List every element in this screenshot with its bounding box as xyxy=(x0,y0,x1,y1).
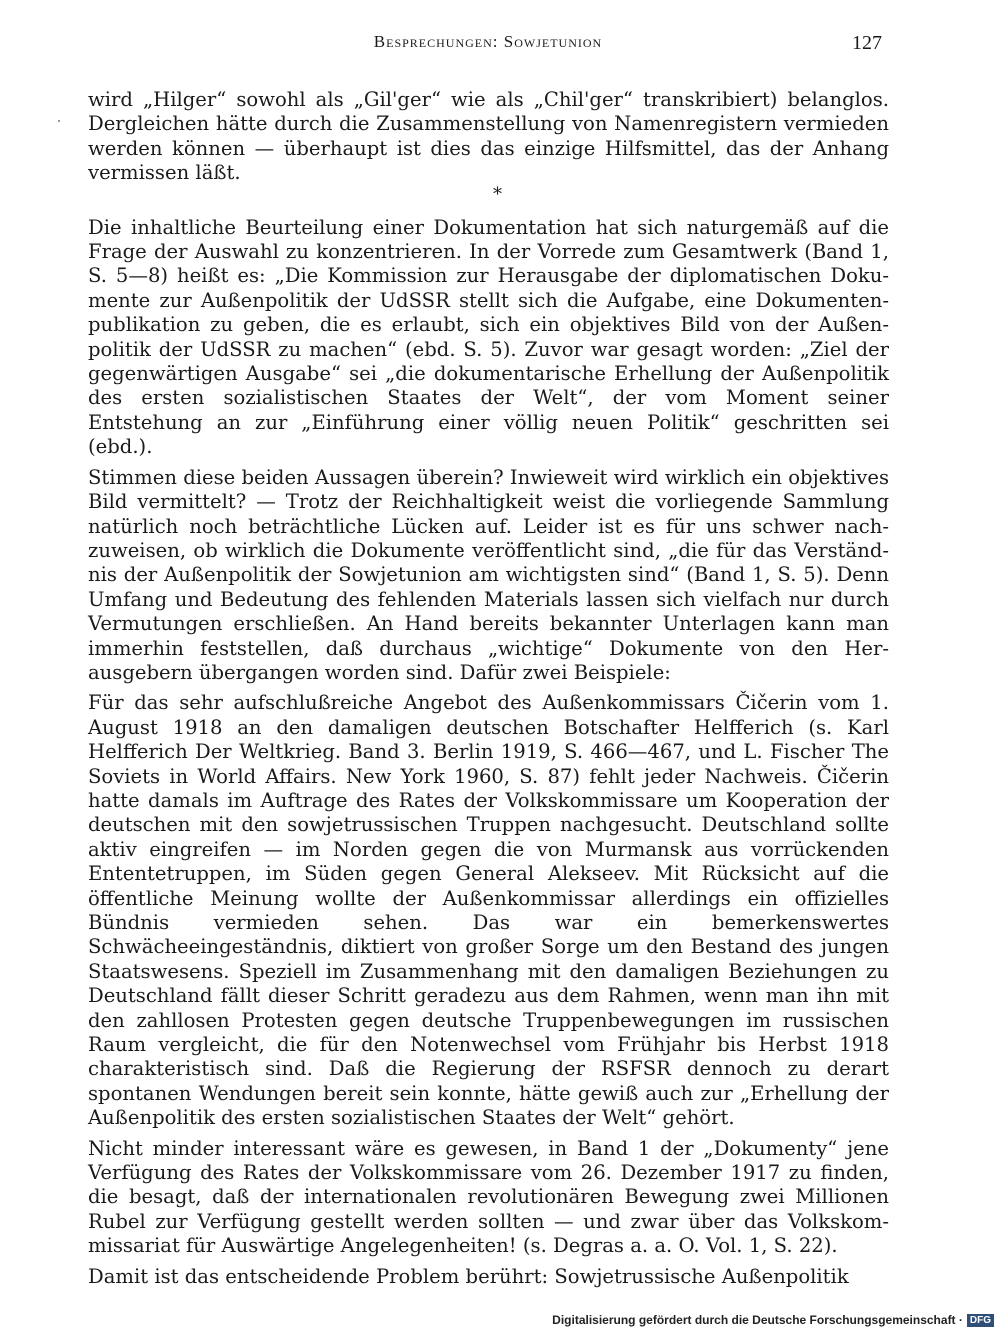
section-break-asterism: * xyxy=(493,183,502,205)
dfg-logo: DFG xyxy=(967,1314,994,1327)
page-header xyxy=(88,32,888,58)
paragraph-3: Stimmen diese beiden Aussagen überein? Inwieweit wird wirklich ein objektives Bild vermittelt? — Trotz der Reichhaltigkeit weist die vorliegende Sammlung natürlich noch beträchtliche Lücken auf. Leider ist es für uns schwer nachzuweisen, ob wirklich die Dokumente veröffentlicht sind, „die für das Verständnis der Außenpolitik der Sowjetunion am wichtigsten sind“ (Band 1, S. 5). Denn Umfang und Bedeutung des fehlenden Materials lassen sich vielfach nur durch Vermutungen erschließen. An Hand bereits bekannter Unterlagen kann man immerhin feststellen, daß durchaus „wichtige“ Dokumente von den Herausgebern übergangen worden sind. Dafür zwei Beispiele: xyxy=(88,465,889,684)
digitization-credit xyxy=(552,1313,994,1327)
paragraph-6: Damit ist das entscheidende Problem berührt: Sowjetrussische Außenpolitik xyxy=(88,1264,849,1288)
paragraph-2: Die inhaltliche Beurteilung einer Dokumentation hat sich naturgemäß auf die Frage der Auswahl zu konzentrieren. In der Vorrede zum Gesamtwerk (Band 1, S. 5—8) heißt es: „Die Kommission zur Herausgabe der diplomatischen Dokumente zur Außenpolitik der UdSSR stellt sich die Aufgabe, eine Dokumentenpublikation zu geben, die es erlaubt, sich ein objektives Bild von der Außenpolitik der UdSSR zu machen“ (ebd. S. 5). Zuvor war gesagt worden: „Ziel der gegenwärtigen Ausgabe“ sei „die dokumentarische Erhellung der Außenpolitik des ersten sozialistischen Staates der Welt“, der vom Moment seiner Entstehung an zur „Einführung einer völlig neuen Politik“ geschritten sei (ebd.). xyxy=(88,215,889,459)
article-body xyxy=(88,88,889,1289)
margin-mark xyxy=(58,120,60,122)
paragraph-1: wird „Hilger“ sowohl als „Gil'ger“ wie als „Chil'ger“ transkribiert) belanglos. Dergleichen hätte durch die Zusammenstellung von Namenregistern vermieden werden können — überhaupt ist dies das einzige Hilfsmittel, das der Anhang vermissen läßt. xyxy=(88,88,889,185)
paragraph-5: Nicht minder interessant wäre es gewesen, in Band 1 der „Dokumenty“ jene Verfügung des Rates der Volkskommissare vom 26. Dezember 1917 zu finden, die besagt, daß der internationalen revolutionären Bewegung zwei Millionen Rubel zur Verfügung gestellt werden sollten — und zwar über das Volkskommissariat für Auswärtige Angelegenheiten! (s. Degras a. a. O. Vol. 1, S. 22). xyxy=(88,1136,889,1258)
running-head: Besprechungen: Sowjetunion xyxy=(373,32,603,51)
paragraph-4: Für das sehr aufschlußreiche Angebot des Außenkommissars Čičerin vom 1. August 1918 an den damaligen deutschen Botschafter Helfferich (s. Karl Helfferich Der Weltkrieg. Band 3. Berlin 1919, S. 466—467, und L. Fischer The Soviets in World Affairs. New York 1960, S. 87) fehlt jeder Nachweis. Čičerin hatte damals im Auftrage des Rates der Volkskommissare um Kooperation der deutschen mit den sowjetrussischen Truppen nachgesucht. Deutschland sollte aktiv eingreifen — im Norden gegen die von Murmansk aus vorrückenden Ententetruppen, im Süden gegen General Alekseev. Mit Rücksicht auf die öffentliche Meinung wollte der Außenkommissar allerdings ein offizielles Bündnis vermieden sehen. Das war ein bemerkenswertes Schwächeeingeständnis, diktiert von großer Sorge um den Bestand des jungen Staatswesens. Speziell im Zusammenhang mit den damaligen Beziehungen zu Deutschland fällt dieser Schritt geradezu aus dem Rahmen, wenn man ihn mit den zahllosen Protesten gegen deutsche Truppenbewegungen im russischen Raum vergleicht, die für den Notenwechsel vom Frühjahr bis Herbst 1918 charakteristisch sind. Daß die Regierung der RSFSR dennoch zu derart spontanen Wendungen bereit sein konnte, hätte gewiß auch zur „Erhellung der Außenpolitik des ersten sozialistischen Staates der Welt“ gehört. xyxy=(88,691,889,1130)
credit-text: Digitalisierung gefördert durch die Deutsche Forschungsgemeinschaft · xyxy=(552,1313,963,1327)
page-number: 127 xyxy=(852,32,882,54)
